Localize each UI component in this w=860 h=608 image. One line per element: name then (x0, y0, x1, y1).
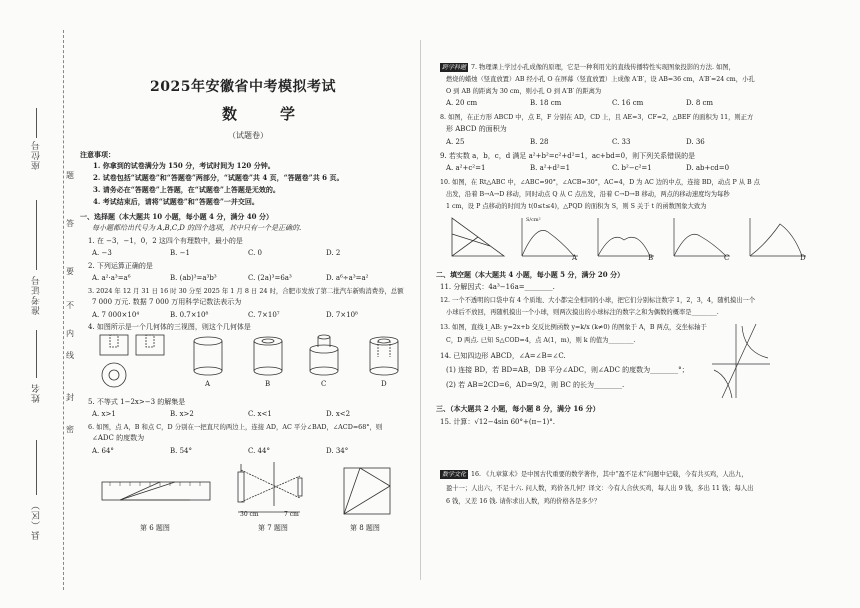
q8-option-b: B. 28 (530, 138, 549, 146)
section3-heading: 三、（本大题共 2 小题，每小题 8 分，满分 16 分） (436, 404, 600, 413)
exam-subject: 数 学 (222, 105, 310, 123)
section1-intro: 每小题都给出代号为 A,B,C,D 的四个选项，其中只有一个是正确的. (92, 224, 302, 232)
exam-subtitle: （试题卷） (228, 131, 268, 140)
question-5: 5. 不等式 1−2x>−3 的解集是 (88, 398, 186, 406)
figure-6-caption: 第 6 题图 (140, 524, 170, 532)
q3-option-d: D. 7×10⁸ (326, 311, 358, 319)
question-14: 14. 已知四边形 ABCD，∠A=∠B=∠C. (440, 352, 566, 360)
question-6-line2: ∠ADC 的度数为 (92, 434, 145, 442)
section1-heading: 一、选择题（本大题共 10 小题，每小题 4 分，满分 40 分） (80, 212, 273, 221)
seal-char: 线 (66, 351, 74, 360)
exam-title: 2025年安徽省中考模拟考试 (150, 79, 336, 95)
question-13-line2: C，D 两点. 已知 S△COD=4，点 A(1，m)，则 k 的值为________. (446, 337, 636, 344)
note-item: 4. 考试结束后，请将“试题卷”和“答题卷”一并交回。 (93, 197, 259, 206)
question-7-line1 (440, 63, 735, 72)
q10-axis-label: S/cm² (526, 217, 541, 223)
cross-discipline-tag: 跨学科题 (442, 64, 467, 71)
q7-option-d: D. 8 cm (686, 99, 714, 107)
q8-option-d: D. 36 (686, 138, 705, 146)
question-16-line2: 盈十一；人出六，不足十六. 问人数，鸡价各几何？译文：今有人合伙买鸡，每人出 9 钱，多出 11 钱；每人出 (446, 485, 754, 492)
notes-heading: 注意事项： (80, 150, 115, 159)
question-13-line1: 13. 如图，直线 l_AB: y=2x+b 交反比例函数 y=k/x (k≠0) 的图象于 A，B 两点，交坐标轴于 (440, 324, 707, 331)
county-line (36, 440, 37, 495)
figure-8-caption: 第 8 题图 (350, 524, 380, 532)
seal-char: 内 (66, 329, 74, 338)
seat-number-line (36, 108, 37, 138)
q5-option-a: A. x>1 (92, 410, 116, 418)
figure-7-dim-30: 30 cm (240, 511, 259, 518)
q10-graph-b: B (648, 254, 654, 262)
q9-option-b: B. a²+d²=1 (530, 164, 571, 172)
figure-7-caption: 第 7 题图 (258, 524, 288, 532)
question-14-part1: (1) 连接 BD，若 BD=AB，DB 平分∠ADC，则∠ADC 的度数为________°； (446, 366, 689, 374)
section2-heading: 二、填空题（本大题共 4 小题，每小题 5 分，满分 20 分） (436, 270, 625, 279)
question-9: 9. 若实数 a，b，c，d 满足 a²+b²=c²+d²=1，ac+bd=0，则下列关系错误的是 (440, 152, 696, 160)
q7-option-c: C. 16 cm (612, 99, 644, 107)
seal-char: 答 (66, 219, 74, 228)
q9-option-d: D. ab+cd=0 (686, 164, 730, 172)
q3-option-a: A. 7 000×10⁴ (92, 311, 140, 319)
q6-option-b: B. 54° (170, 447, 193, 455)
q8-option-a: A. 25 (446, 138, 465, 146)
q3-option-b: B. 0.7×10⁸ (170, 311, 209, 319)
seal-char: 密 (66, 425, 74, 434)
seal-char: 题 (66, 171, 74, 180)
q4-label-b: B (265, 380, 271, 388)
q2-option-c: C. (2a)³=6a³ (248, 274, 292, 282)
page-divider (420, 40, 421, 580)
q4-figure (98, 333, 408, 393)
question-8-line2: 形 ABCD 的面积为 (446, 125, 507, 133)
question-7-line2: 燃烧的蜡烛（竖直放置）AB 经小孔 O 在屏幕（竖直放置）上成像 A′B′，设 AB=36 cm，A′B′=24 cm，小孔 (446, 76, 755, 83)
question-10-line1: 10. 如图，在 Rt△ABC 中，∠ABC=90°，∠ACB=30°，AC=4，D 为 AC 边的中点，连接 BD，动点 P 从 B 点 (440, 179, 760, 186)
binding-margin (0, 0, 62, 608)
q7-option-a: A. 20 cm (446, 99, 478, 107)
note-item: 3. 请务必在“答题卷”上答题，在“试题卷”上答题是无效的。 (93, 185, 280, 194)
question-10-line3: 1 cm，设 P 点移动的时间为 t(0≤t≤4)，△PQD 的面积为 S，则 S 关于 t 的函数图象大致为 (446, 203, 707, 210)
question-14-part2: (2) 若 AB=2CD=6，AD=9/2，则 BC 的长为________. (446, 381, 625, 389)
q6-option-a: A. 64° (92, 447, 114, 455)
q3-option-c: C. 7×10⁷ (248, 311, 280, 319)
q1-option-c: C. 0 (248, 249, 263, 257)
q1-option-a: A. −3 (92, 249, 112, 257)
question-3-line1: 3. 2024 年 12 月 31 日 16 时 30 分至 2025 年 1 月 8 日 24 时，合肥市发放了第二批汽车新购消费券，总额 (88, 287, 404, 295)
name-label: 姓名 (32, 383, 42, 403)
q2-option-d: D. a⁶÷a³=a² (326, 274, 369, 282)
figure-7-dim-7: 7 cm (284, 511, 299, 518)
q2-option-a: A. a²·a³=a⁶ (92, 274, 131, 282)
note-item: 1. 你拿到的试卷满分为 150 分，考试时间为 120 分钟。 (93, 161, 275, 170)
q6-option-d: D. 34° (326, 447, 349, 455)
q9-option-c: C. b²−c²=1 (612, 164, 652, 172)
q10-graph-c: C (724, 254, 730, 262)
county-label: 县（区） (32, 500, 42, 540)
q10-graph-a: A (572, 254, 578, 262)
question-12-line2: 小球后不放回，再随机摸出一个小球，则两次摸出的小球标注的数字之和为偶数的概率是________. (446, 309, 719, 316)
question-7-line3: O 到 AB 的距离为 30 cm，则小孔 O 到 A′B′ 的距离为 (446, 88, 602, 95)
question-3-line2: 7 000 万元. 数据 7 000 万用科学记数法表示为 (92, 298, 242, 306)
question-12-line1: 12. 一个不透明的口袋中有 4 个质地、大小都完全相同的小球，把它们分别标注数字 1，2，3，4，随机摸出一个 (440, 297, 756, 304)
q5-option-c: C. x<1 (248, 410, 272, 418)
question-1: 1. 在 −3，−1，0，2 这四个有理数中，最小的是 (88, 237, 243, 245)
seal-line (63, 30, 64, 590)
q4-label-a: A (205, 380, 211, 388)
q7-option-b: B. 18 cm (530, 99, 562, 107)
seal-char: 封 (66, 393, 74, 402)
question-16-line3: 6 钱，又差 16 钱. 请你求出人数，鸡的价格各是多少？ (446, 498, 601, 505)
question-11: 11. 分解因式：4a³−16a=________. (440, 283, 555, 291)
q4-label-d: D (381, 380, 387, 388)
q10-graphs (518, 214, 808, 262)
q5-option-b: B. x>2 (170, 410, 194, 418)
math-culture-tag: 数学文化 (442, 471, 467, 478)
q1-option-b: B. −1 (170, 249, 190, 257)
question-2: 2. 下列运算正确的是 (88, 262, 153, 270)
question-15: 15. 计算：√12−4sin 60°+(π−1)°. (440, 418, 555, 426)
q1-option-d: D. 2 (326, 249, 341, 257)
q13-figure (712, 322, 772, 400)
exam-id-label: 准考证号 (32, 275, 42, 315)
q4-label-c: C (321, 380, 327, 388)
seat-number-label: 座位号 (32, 140, 42, 170)
question-6-line1: 6. 如图，点 A，B 和点 C，D 分别在一把直尺的两边上，连接 AD，AC 平分∠BAD，∠ACD=68°，则 (88, 423, 383, 431)
question-7-text: 7. 物理课上学过小孔成像的原理，它是一种利用光的直线传播特性实现图象投影的方法. 如图， (471, 64, 735, 71)
q10-graph-d: D (800, 254, 806, 262)
name-line (36, 330, 37, 378)
question-16-line1: 16. 《九章算术》是中国古代重要的数学著作，其中“盈不足术”问题中记载，今有共买鸡，人出九， (471, 471, 748, 478)
question-8-line1: 8. 如图，在正方形 ABCD 中，点 E，F 分别在 AD，CD 上，且 AE=3，CF=2，△BEF 的面积为 11，则正方 (440, 114, 754, 121)
q10-triangle (446, 214, 508, 264)
q6-option-c: C. 44° (248, 447, 270, 455)
q5-option-d: D. x<2 (326, 410, 351, 418)
note-item: 2. 试卷包括“试题卷”和“答题卷”两部分，“试题卷”共 4 页，“答题卷”共 6 页。 (93, 173, 344, 182)
question-4: 4. 如图所示是一个几何体的三视图，则这个几何体是 (88, 323, 251, 331)
q9-option-a: A. a²+c²=1 (446, 164, 486, 172)
seal-char: 不 (66, 301, 74, 310)
figure-6-ruler (100, 462, 212, 514)
figure-8-square (340, 464, 396, 516)
question-10-line2: 出发，沿着 B→A→D 移动，同时动点 Q 从 C 点出发，沿着 C→D→B 移动，两点的移动速度均为每秒 (446, 191, 730, 198)
seal-char: 要 (66, 267, 74, 276)
q2-option-b: B. (ab)³=a³b³ (170, 274, 217, 282)
exam-id-line (36, 200, 37, 270)
q8-option-c: C. 33 (612, 138, 631, 146)
